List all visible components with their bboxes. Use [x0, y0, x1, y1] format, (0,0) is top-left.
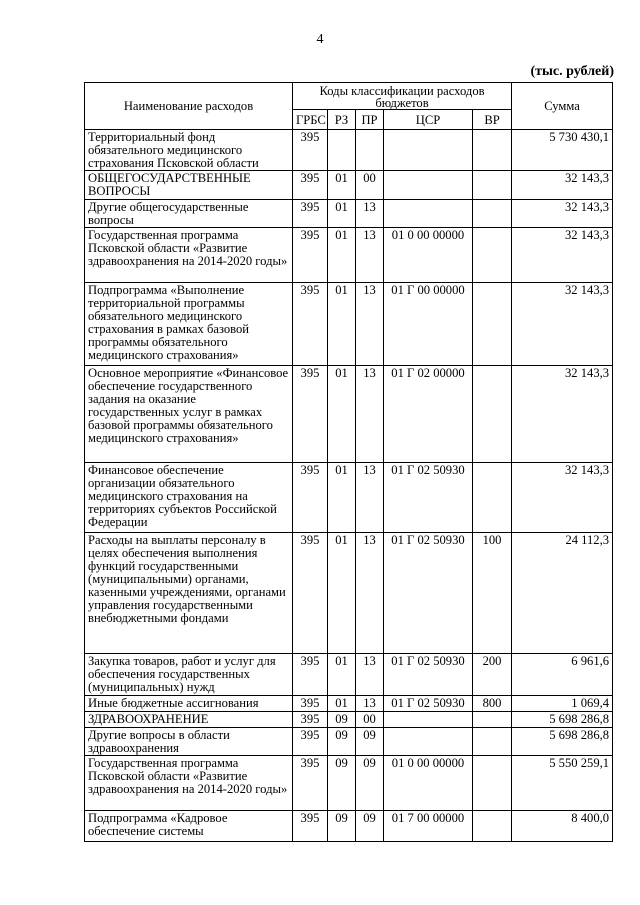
- cell-sum: 32 143,3: [512, 171, 613, 200]
- cell-rz: 09: [328, 728, 356, 756]
- cell-name: Иные бюджетные ассигнования: [85, 696, 293, 712]
- cell-vr: [473, 171, 512, 200]
- cell-sum: 6 961,6: [512, 654, 613, 696]
- cell-sum: 24 112,3: [512, 533, 613, 654]
- cell-csr: [384, 728, 473, 756]
- cell-vr: [473, 283, 512, 366]
- cell-rz: 01: [328, 200, 356, 228]
- units-label: (тыс. рублей): [530, 64, 614, 79]
- cell-csr: 01 Г 02 00000: [384, 366, 473, 463]
- cell-name: Подпрограмма «Выполнение территориальной программы обязательного медицинского страхования в рамках базовой программы обязательного медицинского страхования»: [85, 283, 293, 366]
- cell-name: Другие общегосударственные вопросы: [85, 200, 293, 228]
- cell-name: Государственная программа Псковской области «Развитие здравоохранения на 2014-2020 годы»: [85, 756, 293, 811]
- cell-grbs: 395: [293, 712, 328, 728]
- table-row: [85, 283, 613, 366]
- cell-vr: [473, 366, 512, 463]
- cell-name: Подпрограмма «Кадровое обеспечение системы: [85, 811, 293, 842]
- table-row: [85, 712, 613, 728]
- table-row: [85, 130, 613, 171]
- cell-name: ЗДРАВООХРАНЕНИЕ: [85, 712, 293, 728]
- table-row: [85, 811, 613, 842]
- cell-pr: 13: [356, 696, 384, 712]
- table-row: [85, 463, 613, 533]
- cell-name: Основное мероприятие «Финансовое обеспечение государственного задания на оказание государственных услуг в рамках базовой программы обязательного медицинского страхования»: [85, 366, 293, 463]
- cell-rz: 09: [328, 756, 356, 811]
- cell-pr: 00: [356, 712, 384, 728]
- cell-csr: 01 7 00 00000: [384, 811, 473, 842]
- cell-vr: 200: [473, 654, 512, 696]
- cell-grbs: 395: [293, 366, 328, 463]
- cell-grbs: 395: [293, 283, 328, 366]
- cell-name: Другие вопросы в области здравоохранения: [85, 728, 293, 756]
- table-row: [85, 756, 613, 811]
- cell-vr: 100: [473, 533, 512, 654]
- cell-csr: 01 Г 02 50930: [384, 533, 473, 654]
- cell-vr: 800: [473, 696, 512, 712]
- table-header: [85, 83, 613, 130]
- cell-rz: 09: [328, 811, 356, 842]
- cell-pr: [356, 130, 384, 171]
- cell-grbs: 395: [293, 200, 328, 228]
- cell-rz: 01: [328, 228, 356, 283]
- cell-csr: 01 Г 02 50930: [384, 696, 473, 712]
- cell-csr: [384, 200, 473, 228]
- header-codes-group: Коды классификации расходов бюджетов: [293, 83, 512, 110]
- cell-name: Финансовое обеспечение организации обязательного медицинского страхования на территориях субъектов Российской Федерации: [85, 463, 293, 533]
- table-row: [85, 696, 613, 712]
- cell-name: ОБЩЕГОСУДАРСТВЕННЫЕ ВОПРОСЫ: [85, 171, 293, 200]
- page-number: 4: [316, 32, 324, 47]
- cell-vr: [473, 811, 512, 842]
- cell-vr: [473, 228, 512, 283]
- cell-grbs: 395: [293, 696, 328, 712]
- cell-rz: 01: [328, 654, 356, 696]
- cell-grbs: 395: [293, 654, 328, 696]
- header-csr: ЦСР: [384, 110, 473, 130]
- header-vr: ВР: [473, 110, 512, 130]
- table-row: [85, 728, 613, 756]
- cell-pr: 00: [356, 171, 384, 200]
- cell-grbs: 395: [293, 728, 328, 756]
- cell-sum: 5 550 259,1: [512, 756, 613, 811]
- cell-grbs: 395: [293, 533, 328, 654]
- cell-name: Государственная программа Псковской области «Развитие здравоохранения на 2014-2020 годы»: [85, 228, 293, 283]
- cell-sum: 32 143,3: [512, 366, 613, 463]
- budget-table: [84, 82, 613, 842]
- header-name: Наименование расходов: [85, 83, 293, 130]
- header-sum: Сумма: [512, 83, 613, 130]
- cell-vr: [473, 712, 512, 728]
- table-body: [85, 130, 613, 842]
- table-row: [85, 533, 613, 654]
- cell-name: Закупка товаров, работ и услуг для обеспечения государственных (муниципальных) нужд: [85, 654, 293, 696]
- cell-csr: 01 Г 02 50930: [384, 463, 473, 533]
- cell-pr: 13: [356, 228, 384, 283]
- cell-sum: 1 069,4: [512, 696, 613, 712]
- cell-name: Расходы на выплаты персоналу в целях обеспечения выполнения функций государственными (муниципальными) органами, казенными учреждениями, органами управления государственными внебюджетными фондами: [85, 533, 293, 654]
- cell-sum: 5 698 286,8: [512, 712, 613, 728]
- cell-sum: 5 698 286,8: [512, 728, 613, 756]
- cell-sum: 32 143,3: [512, 200, 613, 228]
- cell-vr: [473, 130, 512, 171]
- cell-vr: [473, 200, 512, 228]
- cell-pr: 13: [356, 463, 384, 533]
- cell-sum: 8 400,0: [512, 811, 613, 842]
- cell-pr: 09: [356, 728, 384, 756]
- cell-rz: [328, 130, 356, 171]
- cell-pr: 13: [356, 366, 384, 463]
- table-row: [85, 228, 613, 283]
- cell-pr: 13: [356, 654, 384, 696]
- cell-grbs: 395: [293, 811, 328, 842]
- cell-csr: 01 0 00 00000: [384, 228, 473, 283]
- cell-csr: 01 0 00 00000: [384, 756, 473, 811]
- cell-rz: 01: [328, 463, 356, 533]
- cell-grbs: 395: [293, 130, 328, 171]
- cell-pr: 09: [356, 811, 384, 842]
- cell-csr: 01 Г 00 00000: [384, 283, 473, 366]
- table-row: [85, 366, 613, 463]
- cell-pr: 13: [356, 200, 384, 228]
- cell-rz: 01: [328, 283, 356, 366]
- cell-grbs: 395: [293, 756, 328, 811]
- cell-name: Территориальный фонд обязательного медицинского страхования Псковской области: [85, 130, 293, 171]
- cell-csr: 01 Г 02 50930: [384, 654, 473, 696]
- cell-sum: 32 143,3: [512, 283, 613, 366]
- cell-vr: [473, 728, 512, 756]
- cell-csr: [384, 171, 473, 200]
- cell-vr: [473, 463, 512, 533]
- cell-pr: 09: [356, 756, 384, 811]
- cell-sum: 32 143,3: [512, 228, 613, 283]
- cell-vr: [473, 756, 512, 811]
- table-row: [85, 171, 613, 200]
- table-row: [85, 654, 613, 696]
- cell-sum: 32 143,3: [512, 463, 613, 533]
- cell-pr: 13: [356, 533, 384, 654]
- cell-grbs: 395: [293, 228, 328, 283]
- table-row: [85, 200, 613, 228]
- cell-rz: 09: [328, 712, 356, 728]
- cell-sum: 5 730 430,1: [512, 130, 613, 171]
- cell-csr: [384, 712, 473, 728]
- cell-rz: 01: [328, 696, 356, 712]
- cell-grbs: 395: [293, 171, 328, 200]
- header-pr: ПР: [356, 110, 384, 130]
- cell-rz: 01: [328, 171, 356, 200]
- cell-grbs: 395: [293, 463, 328, 533]
- cell-rz: 01: [328, 366, 356, 463]
- cell-pr: 13: [356, 283, 384, 366]
- header-grbs: ГРБС: [293, 110, 328, 130]
- header-rz: РЗ: [328, 110, 356, 130]
- cell-rz: 01: [328, 533, 356, 654]
- cell-csr: [384, 130, 473, 171]
